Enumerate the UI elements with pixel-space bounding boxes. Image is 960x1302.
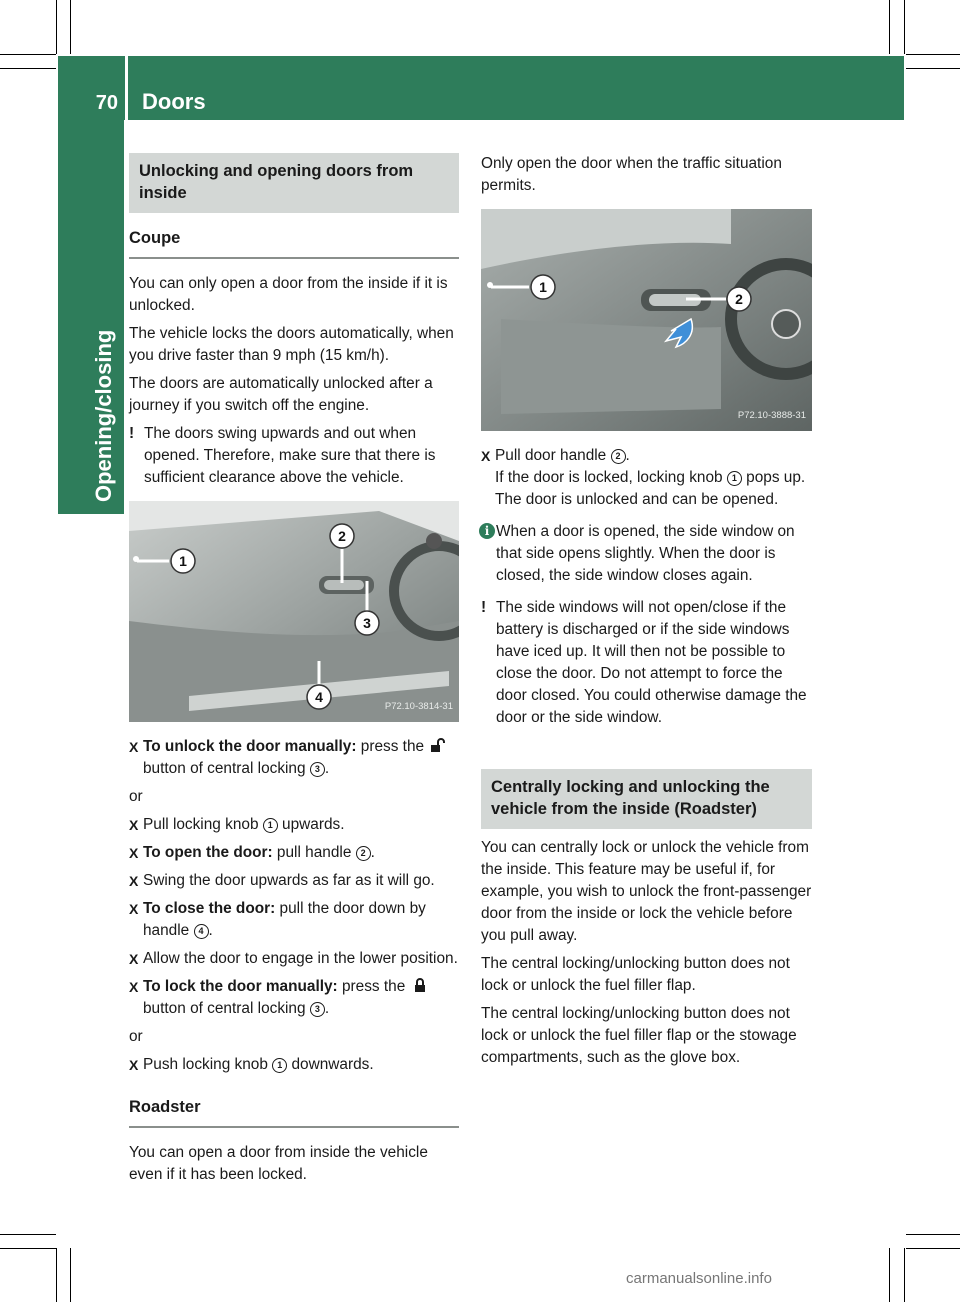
- ref-circle: 3: [310, 1002, 325, 1017]
- step-marker-icon: X: [481, 448, 491, 464]
- paragraph: You can centrally lock or unlock the vehicle from the inside. This feature may be useful if, for example, you wish to unlock the front-passenger door from the inside or lock the vehicle before you pull away.: [481, 839, 812, 944]
- watermark[interactable]: carmanualsonline.info: [626, 1270, 772, 1287]
- step-item: X To lock the door manually: press the button of central locking 3 .: [129, 976, 459, 1020]
- info-note: [481, 521, 812, 587]
- section-heading: Centrally locking and unlocking the vehicle from the inside (Roadster): [481, 769, 812, 829]
- door-handle-graphic: [481, 209, 812, 431]
- paragraph: The doors are automatically unlocked after a journey if you switch off the engine.: [129, 375, 433, 414]
- subhead-roadster: Roadster: [129, 1096, 459, 1128]
- header-divider: [125, 56, 128, 120]
- paragraph: The central locking/unlocking button does not lock or unlock the fuel filler flap or the stowage compartments, such as the glove box.: [481, 1005, 797, 1066]
- callout-1: 1: [539, 279, 547, 295]
- step-marker-icon: X: [129, 951, 139, 967]
- warning-icon: !: [129, 425, 135, 442]
- ref-circle: 1: [727, 471, 742, 486]
- subhead-coupe: Coupe: [129, 227, 459, 259]
- crop-mark: [0, 54, 56, 55]
- side-tab-label: Opening/closing: [91, 329, 116, 502]
- crop-mark: [70, 1248, 71, 1302]
- step-item: X To unlock the door manually: press the button of central locking 3 .: [129, 736, 459, 780]
- callout-1: 1: [179, 553, 187, 569]
- crop-mark: [0, 68, 56, 69]
- warning-note: [481, 597, 812, 729]
- info-icon: i: [479, 523, 495, 539]
- crop-mark: [906, 54, 960, 55]
- crop-mark: [0, 1248, 56, 1249]
- step-item: X Allow the door to engage in the lower position.: [129, 948, 459, 970]
- warning-icon: !: [481, 599, 487, 616]
- step-marker-icon: X: [129, 979, 139, 995]
- step-item: X Push locking knob 1 downwards.: [129, 1054, 459, 1076]
- step-marker-icon: X: [129, 739, 139, 755]
- step-item: X To open the door: pull handle 2 .: [129, 842, 459, 864]
- section-heading: Unlocking and opening doors from inside: [129, 153, 459, 213]
- crop-mark: [889, 0, 890, 54]
- ref-circle: 3: [310, 762, 325, 777]
- door-handle-photo: [481, 209, 812, 431]
- crop-mark: [906, 1234, 960, 1235]
- ref-circle: 2: [611, 449, 626, 464]
- step-marker-icon: X: [129, 845, 139, 861]
- crop-mark: [906, 68, 960, 69]
- step-item: X Pull door handle 2 . If the door is locked, locking knob 1 pops up. The door is unlocked and can be opened.: [481, 447, 806, 508]
- crop-mark: [889, 1248, 890, 1302]
- warning-text: The side windows will not open/close if the battery is discharged or if the side windows have iced up. It will then not be possible to close the door. Do not attempt to force the door closed. You could otherwise damage the door or the side window.: [496, 599, 807, 726]
- step-marker-icon: X: [129, 873, 139, 889]
- crop-mark: [56, 1248, 57, 1302]
- or-text: or: [129, 788, 143, 805]
- crop-mark: [904, 0, 905, 54]
- unlock-icon: [428, 737, 448, 753]
- photo-code: P72.10-3814-31: [384, 701, 453, 712]
- callout-2: 2: [735, 291, 743, 307]
- info-text: When a door is opened, the side window on that side opens slightly. When the door is closed, the side window closes again.: [496, 523, 795, 584]
- crop-mark: [906, 1248, 960, 1249]
- callout-2: 2: [338, 528, 346, 544]
- step-marker-icon: X: [129, 817, 139, 833]
- crop-mark: [70, 0, 71, 54]
- door-interior-photo: [129, 501, 459, 722]
- warning-text: The doors swing upwards and out when opened. Therefore, make sure that there is sufficient clearance above the vehicle.: [144, 425, 436, 486]
- warning-note: [129, 423, 459, 489]
- right-column: [481, 153, 812, 1075]
- crop-mark: [904, 1248, 905, 1302]
- lock-icon: [410, 977, 430, 993]
- ref-circle: 1: [263, 818, 278, 833]
- step-marker-icon: X: [129, 1057, 139, 1073]
- callout-3: 3: [363, 615, 371, 631]
- or-text: or: [129, 1028, 143, 1045]
- paragraph: The central locking/unlocking button does not lock or unlock the fuel filler flap.: [481, 955, 790, 994]
- paragraph: You can open a door from inside the vehicle even if it has been locked.: [129, 1144, 428, 1183]
- step-marker-icon: X: [129, 901, 139, 917]
- ref-circle: 1: [272, 1058, 287, 1073]
- paragraph: Only open the door when the traffic situation permits.: [481, 155, 782, 194]
- left-column: [129, 153, 459, 1192]
- step-item: X Swing the door upwards as far as it will go.: [129, 870, 459, 892]
- door-photo-graphic: [129, 501, 459, 722]
- paragraph: You can only open a door from the inside if it is unlocked.: [129, 275, 448, 314]
- ref-circle: 4: [194, 924, 209, 939]
- callout-4: 4: [315, 689, 323, 705]
- page-number: 70: [95, 92, 118, 114]
- photo-code: P72.10-3888-31: [737, 410, 806, 421]
- crop-mark: [0, 1234, 56, 1235]
- step-item: X To close the door: pull the door down by handle 4 .: [129, 900, 426, 939]
- paragraph: The vehicle locks the doors automatically, when you drive faster than 9 mph (15 km/h).: [129, 325, 454, 364]
- step-item: X Pull locking knob 1 upwards.: [129, 814, 459, 836]
- section-title: Doors: [142, 89, 206, 114]
- ref-circle: 2: [356, 846, 371, 861]
- crop-mark: [56, 0, 57, 54]
